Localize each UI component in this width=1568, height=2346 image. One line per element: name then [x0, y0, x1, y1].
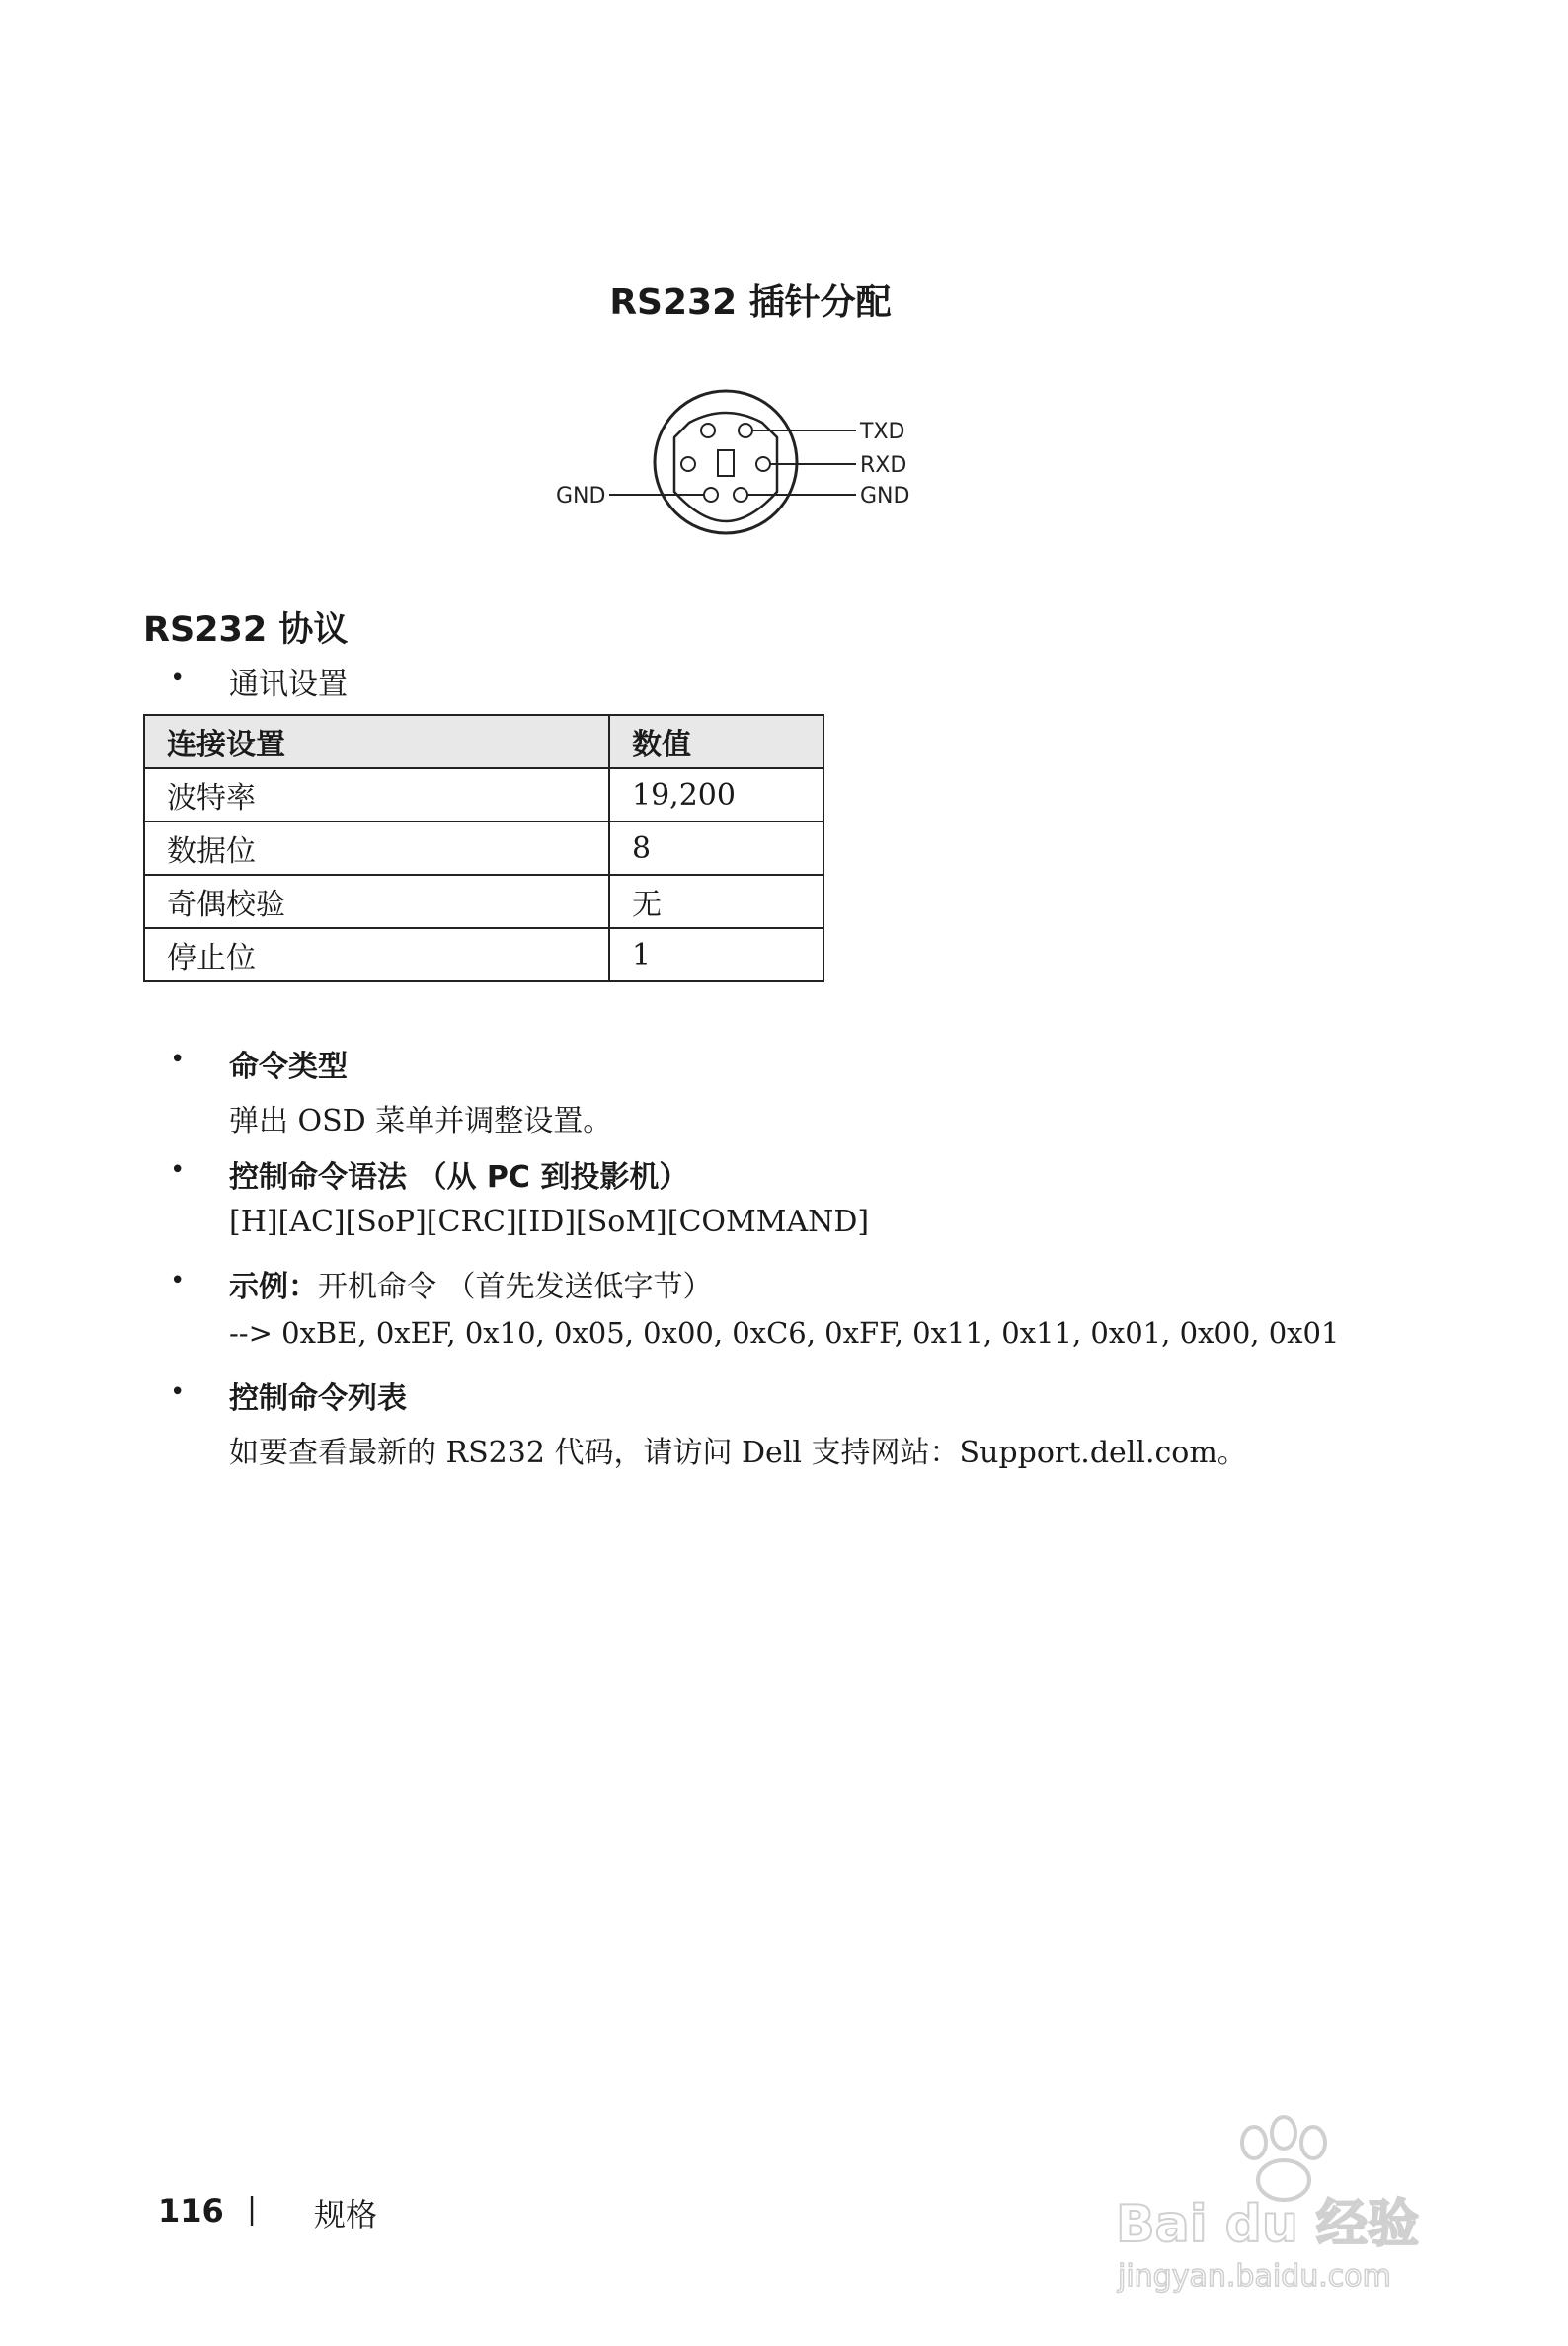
pin-2	[739, 424, 752, 437]
comm-settings-label: 通讯设置	[229, 667, 348, 702]
watermark-url: jingyan.baidu.com	[1118, 2259, 1391, 2294]
watermark-logo-text: Bai du 经验	[1116, 2195, 1419, 2254]
table-header-value: 数值	[609, 715, 823, 768]
table-cell-value: 8	[609, 821, 823, 875]
gnd-left-label: GND	[556, 484, 606, 508]
table-cell-setting: 数据位	[144, 821, 609, 875]
bullet-dot: •	[170, 1377, 186, 1407]
bullet-dot: •	[170, 664, 186, 693]
example-heading-rest: 开机命令 （首先发送低字节）	[318, 1270, 713, 1304]
example-heading-bold: 示例：	[229, 1270, 318, 1304]
command-list-text: 如要查看最新的 RS232 代码，请访问 Dell 支持网站：Support.dell.com。	[229, 1436, 1247, 1470]
bullet-dot: •	[170, 1266, 186, 1295]
table-cell-setting: 停止位	[144, 928, 609, 981]
command-type-heading: 命令类型	[229, 1050, 348, 1084]
footer-separator: |	[247, 2192, 258, 2227]
bullet-dot: •	[170, 1155, 186, 1185]
key-slot	[718, 450, 734, 476]
syntax-text: [H][AC][SoP][CRC][ID][SoM][COMMAND]	[229, 1205, 870, 1239]
table-cell-value: 19,200	[609, 768, 823, 821]
pin-6	[734, 488, 747, 502]
paw-icon	[1242, 2117, 1325, 2200]
example-bytes-text: --> 0xBE, 0xEF, 0x10, 0x05, 0x00, 0xC6, 0xFF, 0x11, 0x11, 0x01, 0x00, 0x01	[229, 1316, 1340, 1350]
pin-1	[701, 424, 715, 437]
section-heading: RS232 协议	[143, 610, 349, 650]
comm-settings-table	[143, 714, 824, 982]
gnd-right-label: GND	[860, 484, 910, 508]
txd-label: TXD	[860, 420, 905, 444]
bullet-dot: •	[170, 1045, 186, 1074]
table-cell-value: 1	[609, 928, 823, 981]
table-header-row	[144, 715, 823, 768]
pin-4	[756, 457, 770, 471]
table-row	[144, 821, 823, 875]
table-cell-setting: 奇偶校验	[144, 875, 609, 928]
pin-5	[704, 488, 718, 502]
table-cell-setting: 波特率	[144, 768, 609, 821]
table-row	[144, 928, 823, 981]
rxd-label: RXD	[860, 453, 907, 478]
syntax-heading: 控制命令语法 （从 PC 到投影机）	[229, 1160, 689, 1195]
page-title: RS232 插针分配	[609, 282, 892, 323]
command-list-heading: 控制命令列表	[229, 1381, 407, 1416]
command-type-text: 弹出 OSD 菜单并调整设置。	[229, 1104, 613, 1138]
pin-3	[681, 457, 695, 471]
table-row	[144, 768, 823, 821]
table-row	[144, 875, 823, 928]
footer-section-title: 规格	[314, 2196, 378, 2233]
table-cell-value: 无	[609, 875, 823, 928]
connector-inner-shell	[674, 413, 777, 521]
table-header-setting: 连接设置	[144, 715, 609, 768]
baidu-watermark	[1106, 2103, 1501, 2301]
page-number: 116	[158, 2192, 224, 2229]
rs232-pin-diagram	[548, 383, 923, 551]
example-heading	[229, 1262, 713, 1305]
